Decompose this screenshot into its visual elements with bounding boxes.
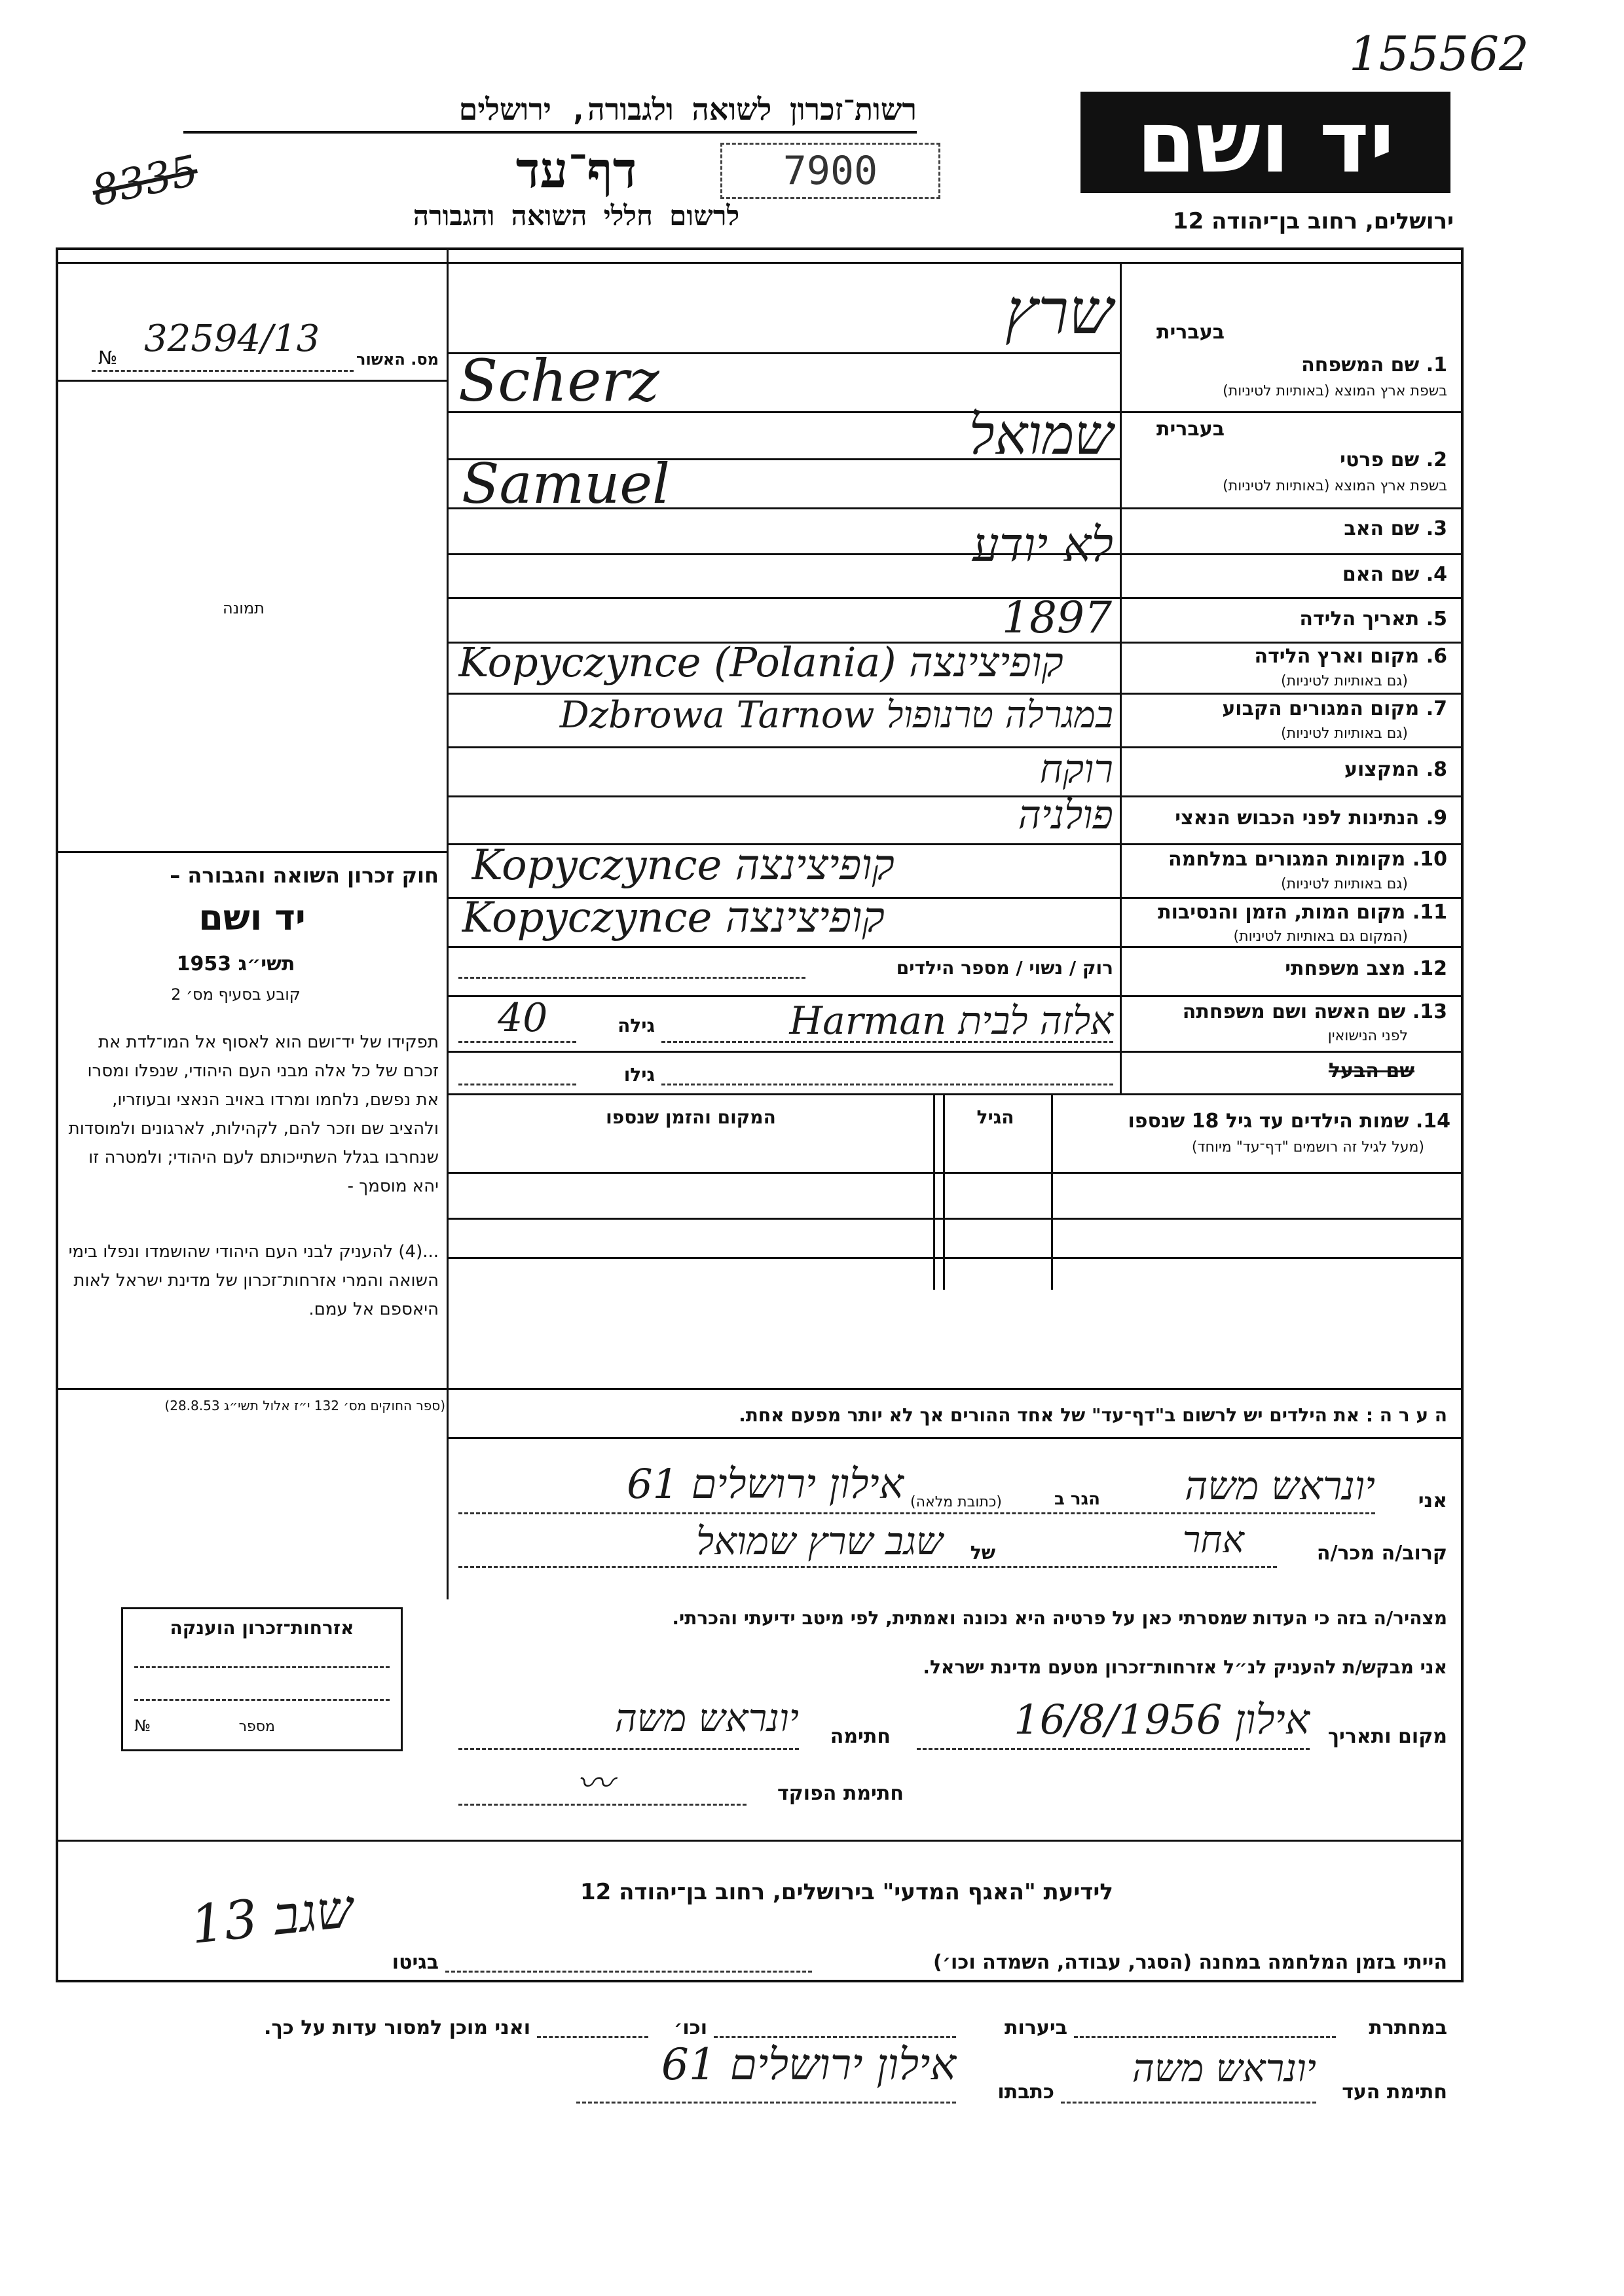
field-8-label	[1126, 758, 1447, 781]
field-2-label	[1126, 448, 1447, 471]
field-4-label	[1126, 563, 1447, 586]
field-2-label-text: שם פרטי	[1340, 448, 1420, 471]
declarant-name: יונראש משה	[1185, 1463, 1375, 1509]
form-subtitle: לרשום חללי השואה והגבורה	[413, 200, 740, 232]
declaration-text: מצהיר/ה בזה כי העדות שמסרתי כאן על פרטיה היא נכונה ואמתית, לפי מיטב ידיעתי והכרתי.	[672, 1607, 1447, 1629]
authority-name: רשות־זכרון לשואה ולגבורה, ירושלים	[183, 92, 917, 134]
ghetto-value: שגב 13	[187, 1878, 356, 1956]
declarant-address: אילון ירושלים 61	[627, 1460, 904, 1508]
field-1-number: 1.	[1426, 354, 1447, 376]
stamp-number: 7900	[720, 143, 940, 199]
field-7-sub: (גם באותיות לטיניות)	[1281, 725, 1408, 742]
officer-label: חתימת הפוקד	[777, 1782, 904, 1805]
field-3-label-text: שם האב	[1344, 517, 1420, 540]
husband-age-label: גילו	[623, 1064, 655, 1085]
field-13-label	[1126, 1000, 1447, 1023]
photo-label: תמונה	[223, 599, 265, 617]
bottom-title: לידיעת "האגף המדעי" בירושלים, רחוב בן־יהודה 12	[580, 1879, 1113, 1905]
children-col-divider-1	[1051, 1093, 1053, 1290]
citizenship-box-title: אזרחות־זכרון הוענקה	[170, 1617, 354, 1639]
field-11-sub: (המקום גם באותיות לטיניות)	[1233, 928, 1408, 945]
field-5-value: 1897	[1002, 592, 1112, 643]
field-11-label	[1126, 901, 1447, 924]
field-9-number: 9.	[1426, 807, 1447, 829]
citizenship-number-prefix: №	[134, 1717, 151, 1735]
field-5-label	[1126, 608, 1447, 630]
bottom-line-1: הייתי בזמן המלחמה במחנה (הסגר, עבודה, השמדה וכו׳)	[933, 1951, 1447, 1974]
relation-value: אחר	[1182, 1519, 1244, 1561]
declarant-address-note: (כתובת מלאה)	[910, 1494, 1002, 1510]
field-6-value: Kopyczynce (Polania) קופיצינצה	[458, 638, 1063, 686]
field-10-label-text: מקומות המגורים במלחמה	[1168, 848, 1406, 871]
handwritten-number: 8335	[88, 146, 202, 217]
law-text-2: ...(4) להעניק לבני העם היהודי שהושמדו ונפלו בימי השואה והמרי אזרחות־זכרון של מדינת ישראל לאות היאספם אל עמם.	[68, 1242, 439, 1319]
field-3-number: 3.	[1426, 517, 1447, 540]
witness-address: אילון ירושלים 61	[661, 2039, 956, 2090]
field-3-label	[1126, 517, 1447, 540]
field-4-value: לא יודע	[972, 517, 1113, 572]
field-9-value: פולניה	[1018, 792, 1113, 838]
field-10-label	[1126, 848, 1447, 871]
of-value: שגב שרץ שמואל	[695, 1519, 943, 1563]
yad-vashem-logo: יד ושם	[1080, 92, 1450, 193]
field-2-heb-value: שמואל	[969, 403, 1113, 467]
field-12-number: 12.	[1412, 957, 1447, 980]
children-label-text: שמות הילדים עד גיל 18 שנספו	[1128, 1110, 1409, 1133]
field-6-label-text: מקום וארץ הלידה	[1254, 645, 1420, 668]
children-col-age: הגיל	[976, 1106, 1014, 1128]
photo-box-bottom	[56, 851, 447, 853]
children-note: ה ע ר ה : את הילדים יש לרשום ב"דף־עד" של אחד ההורים אך לא יותר מפעם אחת.	[739, 1404, 1447, 1426]
field-4-label-text: שם האם	[1342, 563, 1420, 586]
request-text: אני מבקש/ת להעניק לנ״ל אזרחות־זכרון מטעם מדינת ישראל.	[923, 1656, 1447, 1678]
law-reference: (ספר החוקים מס׳ 132 י״ז אלול תשי״ג 28.8.53)	[164, 1398, 445, 1413]
field-1-label-text: שם המשפחה	[1301, 354, 1420, 376]
field-2-sub: בשפת ארץ המוצא (באותיות לטיניות)	[1223, 478, 1447, 494]
law-clause: קובע בסעיף מס׳ 2	[171, 985, 301, 1004]
field-6-label	[1126, 645, 1447, 668]
underground-label: במחתרת	[1369, 2016, 1447, 2039]
field-11-label-text: מקום המות, הזמן והנסיבות	[1158, 901, 1406, 924]
signature-label: חתימה	[830, 1725, 891, 1748]
children-label	[1058, 1110, 1450, 1133]
wife-age-label: גילה	[618, 1015, 655, 1036]
field-8-label-text: המקצוע	[1344, 758, 1420, 781]
law-title: חוק זכרון השואה והגבורה –	[170, 863, 439, 888]
declarant-resides-label: הגר ב	[1054, 1489, 1100, 1509]
place-date-label: מקום ותאריך	[1327, 1725, 1447, 1748]
field-1-sub: בשפת ארץ המוצא (באותיות לטיניות)	[1223, 383, 1447, 399]
etc-label: וכו׳	[674, 2016, 707, 2039]
field-13-sub: לפני הנישואין	[1327, 1028, 1408, 1044]
field-1-heb-tag: בעברית	[1156, 321, 1225, 344]
field-5-label-text: תאריך הלידה	[1299, 608, 1420, 630]
field-6-number: 6.	[1426, 645, 1447, 668]
field-8-number: 8.	[1426, 758, 1447, 781]
field-12-label	[1126, 957, 1447, 980]
field-7-value: במגרלה טרנופול Dzbrowa Tarnow	[559, 694, 1113, 737]
field-10-sub: (גם באותיות לטיניות)	[1281, 876, 1408, 892]
witness-signature: יונראש משה	[1132, 2046, 1316, 2090]
declarant-i-label: אני	[1418, 1489, 1447, 1512]
children-sub: (מעל לגיל זה רושמים "דף־עד" מיוחד)	[1191, 1139, 1424, 1156]
field-4-number: 4.	[1426, 563, 1447, 586]
field-7-label-text: מקום המגורים הקבוע	[1222, 697, 1420, 720]
children-col-divider-2	[933, 1093, 935, 1290]
relation-label: קרוב/ה מכר/ה	[1316, 1542, 1447, 1565]
top-strip-line	[56, 262, 1464, 264]
field-7-label	[1126, 697, 1447, 720]
field-8-value: רוקח	[1039, 746, 1113, 792]
wife-age-value: 40	[498, 995, 548, 1041]
law-text-1: תפקידו של יד־ושם הוא לאסוף אל המו־לדת את זכרם של כל אלה מבני העם היהודי, שנפלו ומסרו את נפשם, נלחמו ומרדו באויב הנאצי ובעוזריו, ולהציב שם וזכר להם, לקהילות, לארגונים ולמוסדות שנחרבו בגלל השתייכותם לעם היהודי; ולמטרה זו יהא מוסמך -	[68, 1032, 439, 1196]
husband-label: שם הבעל	[1328, 1059, 1414, 1082]
of-label: של	[970, 1542, 995, 1563]
law-year: תשי״ג 1953	[176, 953, 295, 975]
left-column-divider	[447, 247, 449, 1599]
officer-signature: 〰	[576, 1762, 613, 1805]
testimony-ready-text: ואני מוכן למסור עדות על כך.	[264, 2016, 530, 2039]
citizenship-number-label: מספר	[238, 1719, 275, 1735]
field-2-latin-value: Samuel	[462, 452, 670, 516]
field-7-number: 7.	[1426, 697, 1447, 720]
header-address: ירושלים, רחוב בן־יהודה 12	[1172, 208, 1454, 234]
approval-number-label: מס. האשור	[356, 350, 439, 369]
approval-number-value: 32594/13	[144, 318, 320, 360]
field-11-value: Kopyczynce קופיצינצה	[462, 894, 885, 942]
field-11-number: 11.	[1412, 901, 1447, 924]
place-date-value: אילון 16/8/1956	[1014, 1696, 1310, 1743]
witness-address-label: כתבתו	[997, 2081, 1054, 2104]
forests-label: ביערות	[1005, 2016, 1067, 2039]
field-13-number: 13.	[1412, 1000, 1447, 1023]
marital-status-options: רוק / נשוי / מספר הילדים	[896, 957, 1113, 979]
corner-reference-number: 155562	[1349, 26, 1529, 81]
law-name: יד ושם	[198, 897, 306, 938]
label-column-divider	[1120, 262, 1122, 1093]
approval-row-line	[56, 380, 447, 382]
field-1-label	[1126, 354, 1447, 376]
field-9-label-text: הנתינות לפני הכבוש הנאצי	[1175, 807, 1420, 829]
ghetto-label: בגיטו	[392, 1951, 439, 1974]
field-1-latin-value: Scherz	[458, 347, 659, 414]
signature-value: יונראש משה	[614, 1696, 799, 1740]
witness-label: חתימת העד	[1342, 2081, 1447, 2104]
field-13-value: אלזה לבית Harman	[789, 998, 1113, 1043]
field-10-value: Kopyczynce קופיצינצה	[471, 841, 895, 890]
field-1-heb-value: שרץ	[1005, 275, 1113, 348]
children-col-divider-3	[943, 1093, 945, 1290]
field-12-label-text: מצב משפחתי	[1285, 957, 1406, 980]
children-col-place: המקום והזמן שנספו	[606, 1106, 776, 1128]
children-number: 14.	[1415, 1110, 1450, 1133]
field-2-heb-tag: בעברית	[1156, 418, 1225, 441]
approval-number-prefix: №	[98, 347, 118, 369]
bottom-section-divider	[56, 1840, 1464, 1842]
form-title: דף־עד	[515, 141, 637, 199]
field-10-number: 10.	[1412, 848, 1447, 871]
field-9-label	[1126, 807, 1447, 829]
field-2-number: 2.	[1426, 448, 1447, 471]
field-13-label-text: שם האשה ושם משפחתה	[1182, 1000, 1406, 1023]
field-5-number: 5.	[1426, 608, 1447, 630]
field-6-sub: (גם באותיות לטיניות)	[1281, 673, 1408, 689]
